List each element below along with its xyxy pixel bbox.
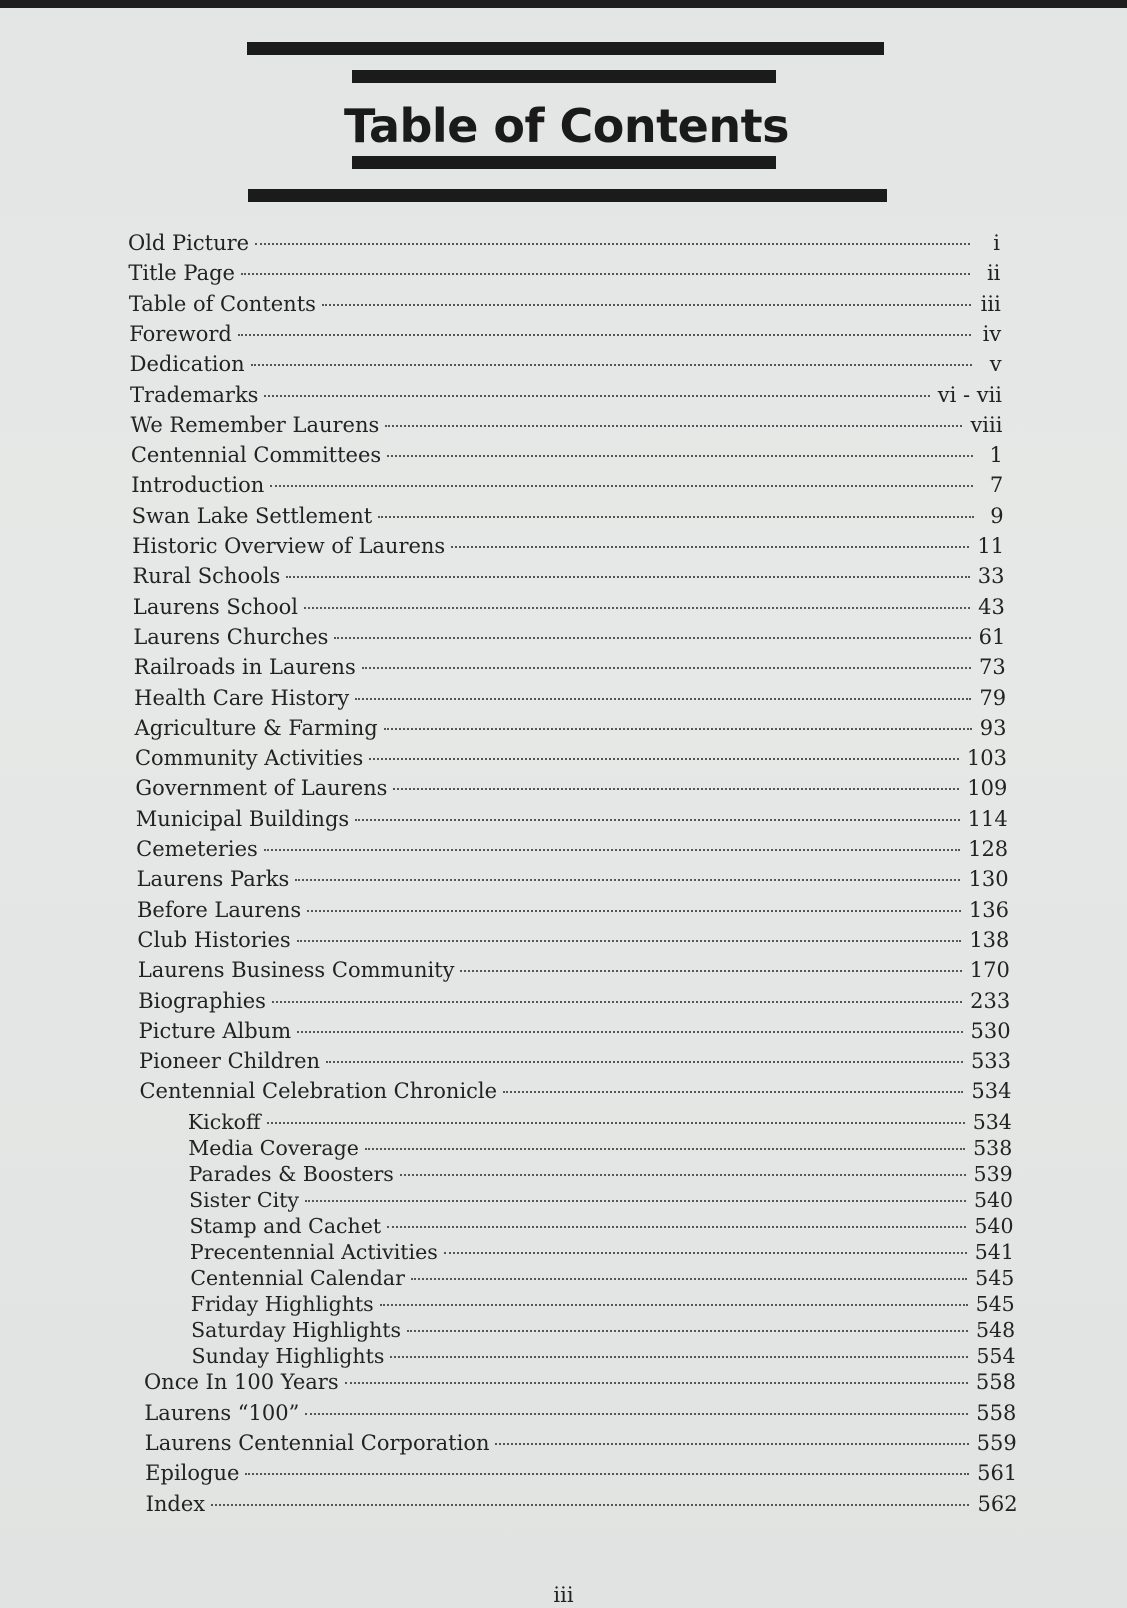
- toc-entry: [135, 775, 1007, 803]
- toc-entry-title: Saturday Highlights: [191, 1318, 402, 1343]
- toc-entry-page-number: 545: [975, 1266, 1015, 1291]
- dot-leader: [241, 273, 970, 275]
- dot-leader: [503, 1091, 963, 1093]
- toc-entry-page-number: 558: [975, 1370, 1016, 1395]
- toc-entry-title: Laurens Churches: [133, 624, 329, 649]
- toc-entry-title: Rural Schools: [132, 564, 281, 589]
- dot-leader: [251, 364, 972, 366]
- toc-entry-page-number: 7: [989, 473, 1004, 498]
- toc-entry-page-number: 548: [975, 1318, 1016, 1343]
- toc-entry-title: Precentennial Activities: [189, 1240, 438, 1265]
- dot-leader: [255, 243, 970, 245]
- toc-entry: [134, 654, 1006, 682]
- toc-entry: [130, 382, 1002, 410]
- page-number: iii: [553, 1583, 574, 1607]
- toc-entry-title: Foreword: [129, 321, 232, 346]
- toc-entry-title: Pioneer Children: [139, 1049, 321, 1074]
- toc-entry: [192, 1343, 1016, 1371]
- toc-entry-page-number: 73: [978, 655, 1006, 680]
- toc-entry: [128, 230, 1000, 258]
- toc-entry-page-number: 130: [968, 867, 1009, 892]
- toc-entry-page-number: 93: [979, 715, 1007, 740]
- toc-entry-title: Laurens Parks: [136, 867, 290, 892]
- toc-entry-page-number: v: [989, 352, 1002, 377]
- toc-entry: [130, 412, 1002, 440]
- toc-entry-title: Centennial Calendar: [190, 1266, 405, 1291]
- toc-entry: [128, 260, 1000, 288]
- toc-entry-title: Parades & Boosters: [188, 1162, 394, 1187]
- dot-leader: [305, 1413, 968, 1415]
- toc-entry: [129, 321, 1001, 349]
- toc-entry: [191, 1317, 1015, 1345]
- toc-entry: [144, 1369, 1016, 1397]
- toc-entry-page-number: 103: [966, 746, 1007, 771]
- toc-entry: [189, 1187, 1013, 1215]
- dot-leader: [444, 1252, 967, 1254]
- toc-entry-title: Before Laurens: [137, 897, 302, 922]
- toc-entry-title: Centennial Committees: [130, 443, 382, 468]
- dot-leader: [411, 1278, 967, 1280]
- dot-leader: [297, 1031, 962, 1033]
- toc-entry-title: Dedication: [129, 352, 245, 377]
- toc-entry-page-number: vi - vii: [937, 382, 1003, 407]
- toc-entry-page-number: i: [993, 231, 1000, 255]
- toc-entry: [138, 988, 1010, 1016]
- dot-leader: [355, 698, 971, 700]
- dot-leader: [272, 1001, 962, 1003]
- toc-entry-page-number: 539: [973, 1162, 1013, 1187]
- dot-leader: [380, 1304, 968, 1306]
- dot-leader: [322, 304, 971, 306]
- toc-entry-page-number: viii: [970, 412, 1003, 437]
- dot-leader: [390, 1356, 968, 1358]
- toc-entry-page-number: 562: [977, 1491, 1018, 1516]
- toc-entry: [136, 806, 1008, 834]
- dot-leader: [238, 334, 971, 336]
- toc-entry-title: Sunday Highlights: [191, 1344, 385, 1369]
- dot-leader: [385, 425, 962, 427]
- toc-entry-page-number: 11: [977, 534, 1005, 558]
- toc-entry-title: Municipal Buildings: [135, 806, 350, 831]
- toc-entry-page-number: 559: [976, 1431, 1017, 1455]
- dot-leader: [264, 395, 929, 397]
- dot-leader: [362, 667, 971, 669]
- dot-leader: [387, 455, 973, 457]
- dot-leader: [495, 1443, 968, 1445]
- toc-entry-page-number: 534: [971, 1079, 1012, 1104]
- toc-entry-page-number: 43: [978, 594, 1005, 619]
- toc-entry-page-number: 534: [972, 1110, 1012, 1135]
- toc-entry-page-number: 541: [974, 1240, 1014, 1265]
- toc-entry: [146, 1491, 1018, 1519]
- toc-entry-page-number: 109: [967, 776, 1008, 801]
- toc-entry: [132, 533, 1004, 561]
- dot-leader: [305, 1200, 966, 1202]
- toc-entry-page-number: 138: [969, 927, 1010, 952]
- dot-leader: [355, 819, 960, 821]
- toc-entry-title: Cemeteries: [136, 837, 258, 861]
- toc-entry: [188, 1109, 1012, 1137]
- toc-entry-title: Sister City: [189, 1188, 299, 1213]
- toc-entry: [145, 1460, 1017, 1488]
- toc-entry: [131, 472, 1003, 500]
- toc-entry-title: Title Page: [128, 261, 235, 286]
- toc-entry: [130, 351, 1002, 379]
- toc-entry-title: Laurens Business Community: [137, 958, 455, 983]
- toc-entry-title: Government of Laurens: [135, 776, 388, 801]
- toc-entry-page-number: 554: [976, 1344, 1016, 1369]
- toc-entry: [190, 1213, 1014, 1241]
- dot-leader: [387, 1226, 966, 1228]
- toc-entry-title: Laurens “100”: [144, 1400, 300, 1425]
- toc-entry: [129, 291, 1001, 319]
- toc-entry: [144, 1400, 1016, 1428]
- dot-leader: [400, 1174, 966, 1176]
- toc-entry-title: Swan Lake Settlement: [131, 503, 373, 528]
- dot-leader: [297, 940, 962, 942]
- toc-entry-title: Club Histories: [137, 927, 291, 952]
- toc-entry: [131, 442, 1003, 470]
- toc-entry: [190, 1265, 1014, 1293]
- toc-entry-page-number: 61: [978, 624, 1006, 649]
- toc-entry-title: Kickoff: [187, 1110, 261, 1135]
- toc-entry-title: We Remember Laurens: [130, 412, 380, 437]
- dot-leader: [378, 516, 973, 518]
- toc-entry-page-number: 540: [973, 1188, 1014, 1213]
- toc-entry-title: Media Coverage: [188, 1136, 359, 1161]
- toc-entry: [133, 563, 1005, 591]
- toc-entry: [139, 1048, 1011, 1076]
- toc-entry-title: Trademarks: [130, 382, 259, 407]
- toc-entry-page-number: 136: [968, 897, 1009, 922]
- dot-leader: [451, 546, 969, 548]
- toc-entry-title: Health Care History: [134, 685, 350, 710]
- toc-entry-page-number: 538: [973, 1136, 1013, 1161]
- dot-leader: [460, 970, 961, 972]
- toc-entry-title: Old Picture: [128, 231, 250, 255]
- page-title: Table of Contents: [344, 99, 789, 153]
- toc-entry: [132, 503, 1004, 531]
- toc-entry: [136, 836, 1008, 864]
- toc-entry-page-number: 233: [970, 988, 1011, 1013]
- dot-leader: [384, 728, 972, 730]
- toc-entry: [135, 745, 1007, 773]
- toc-entry-page-number: 545: [975, 1292, 1015, 1317]
- dot-leader: [286, 576, 970, 578]
- toc-entry: [135, 715, 1007, 743]
- toc-entry-title: Laurens Centennial Corporation: [144, 1431, 490, 1455]
- toc-entry: [139, 1018, 1011, 1046]
- dot-leader: [270, 485, 973, 487]
- toc-entry-title: Introduction: [131, 473, 265, 498]
- toc-entry-title: Table of Contents: [128, 291, 316, 316]
- toc-entry: [137, 927, 1009, 955]
- toc-entry-page-number: 170: [969, 958, 1010, 983]
- toc-entry-page-number: 1: [989, 443, 1003, 468]
- toc-entry-page-number: iv: [982, 321, 1002, 346]
- toc-entry-title: Friday Highlights: [190, 1292, 374, 1317]
- toc-entry: [134, 685, 1006, 713]
- toc-entry-page-number: 79: [979, 685, 1007, 710]
- toc-entry-page-number: 561: [977, 1461, 1018, 1486]
- dot-leader: [211, 1504, 969, 1506]
- toc-entry-page-number: 114: [967, 806, 1008, 831]
- toc-entry-page-number: 33: [977, 564, 1005, 589]
- toc-entry: [145, 1430, 1017, 1458]
- toc-entry-title: Biographies: [138, 988, 266, 1013]
- toc-entry: [133, 594, 1005, 622]
- dot-leader: [407, 1330, 968, 1332]
- toc-entry-title: Index: [145, 1491, 206, 1516]
- toc-entry-page-number: 128: [968, 837, 1009, 861]
- toc-entry-page-number: 533: [970, 1049, 1012, 1074]
- toc-entry-title: Once In 100 Years: [143, 1370, 339, 1395]
- dot-leader: [307, 910, 961, 912]
- toc-entry: [189, 1161, 1013, 1189]
- dot-leader: [334, 637, 970, 639]
- toc-entry-title: Epilogue: [145, 1461, 240, 1486]
- toc-entry-title: Historic Overview of Laurens: [132, 534, 446, 558]
- dot-leader: [393, 788, 959, 790]
- toc-entry-page-number: 540: [974, 1214, 1014, 1239]
- toc-entry: [191, 1291, 1015, 1319]
- dot-leader: [345, 1382, 968, 1384]
- toc-entry: [133, 624, 1005, 652]
- dot-leader: [326, 1061, 963, 1063]
- toc-entry: [190, 1239, 1014, 1267]
- toc-entry-page-number: iii: [980, 291, 1001, 316]
- toc-entry-page-number: 558: [976, 1400, 1017, 1425]
- toc-entry-page-number: 9: [990, 503, 1004, 528]
- toc-entry-title: Community Activities: [134, 746, 364, 771]
- toc-entry-page-number: 530: [970, 1018, 1011, 1043]
- toc-entry: [137, 897, 1009, 925]
- toc-entry-title: Stamp and Cachet: [189, 1214, 382, 1239]
- toc-entry-title: Agriculture & Farming: [134, 715, 378, 740]
- toc-entry: [188, 1135, 1012, 1163]
- dot-leader: [365, 1148, 965, 1150]
- dot-leader: [369, 758, 959, 760]
- toc-entry-title: Centennial Celebration Chronicle: [139, 1079, 498, 1104]
- dot-leader: [304, 607, 970, 609]
- toc-entry-title: Picture Album: [138, 1018, 292, 1043]
- dot-leader: [295, 879, 960, 881]
- dot-leader: [267, 1122, 965, 1124]
- toc-entry-page-number: ii: [986, 261, 1001, 286]
- toc-entry: [139, 1078, 1011, 1106]
- table-of-contents-list: [0, 8, 1127, 1568]
- dot-leader: [245, 1473, 969, 1475]
- toc-entry: [138, 957, 1010, 985]
- toc-entry: [137, 866, 1009, 894]
- dot-leader: [264, 849, 960, 851]
- toc-entry-title: Laurens School: [132, 594, 299, 619]
- toc-entry-title: Railroads in Laurens: [133, 655, 356, 680]
